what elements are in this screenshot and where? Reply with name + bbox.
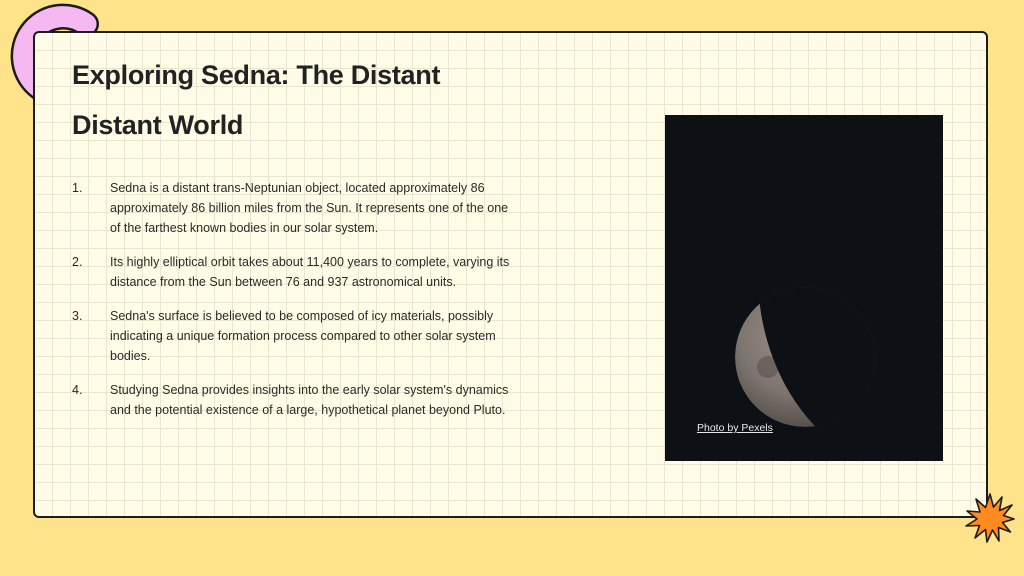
slide-title: Exploring Sedna: The Distant Distant World	[72, 60, 441, 140]
item-text: Studying Sedna provides insights into the early solar system's dynamics and the potential existence of a large, hypothetical planet beyond Pluto.	[110, 383, 509, 417]
moon-image	[665, 115, 943, 461]
item-number: 3.	[72, 309, 83, 323]
item-text: Sedna's surface is believed to be composed of icy materials, possibly indicating a unique formation process compared to other solar system bodies.	[110, 309, 496, 363]
item-text: Its highly elliptical orbit takes about 11,400 years to complete, varying its distance from the Sun between 76 and 937 astronomical units.	[110, 255, 510, 289]
facts-list	[72, 178, 522, 434]
list-item	[72, 178, 522, 238]
item-number: 4.	[72, 383, 83, 397]
item-number: 2.	[72, 255, 83, 269]
list-item	[72, 252, 522, 292]
list-item	[72, 380, 522, 420]
list-item	[72, 306, 522, 366]
photo-credit-link[interactable]: Photo by Pexels	[697, 422, 773, 434]
orange-starburst-decoration-icon	[964, 492, 1016, 544]
item-text: Sedna is a distant trans-Neptunian object, located approximately 86 approximately 86 billion miles from the Sun. It represents one of the one of the farthest known bodies in our solar system.	[110, 181, 509, 235]
item-number: 1.	[72, 181, 83, 195]
moon-photo	[665, 115, 943, 461]
